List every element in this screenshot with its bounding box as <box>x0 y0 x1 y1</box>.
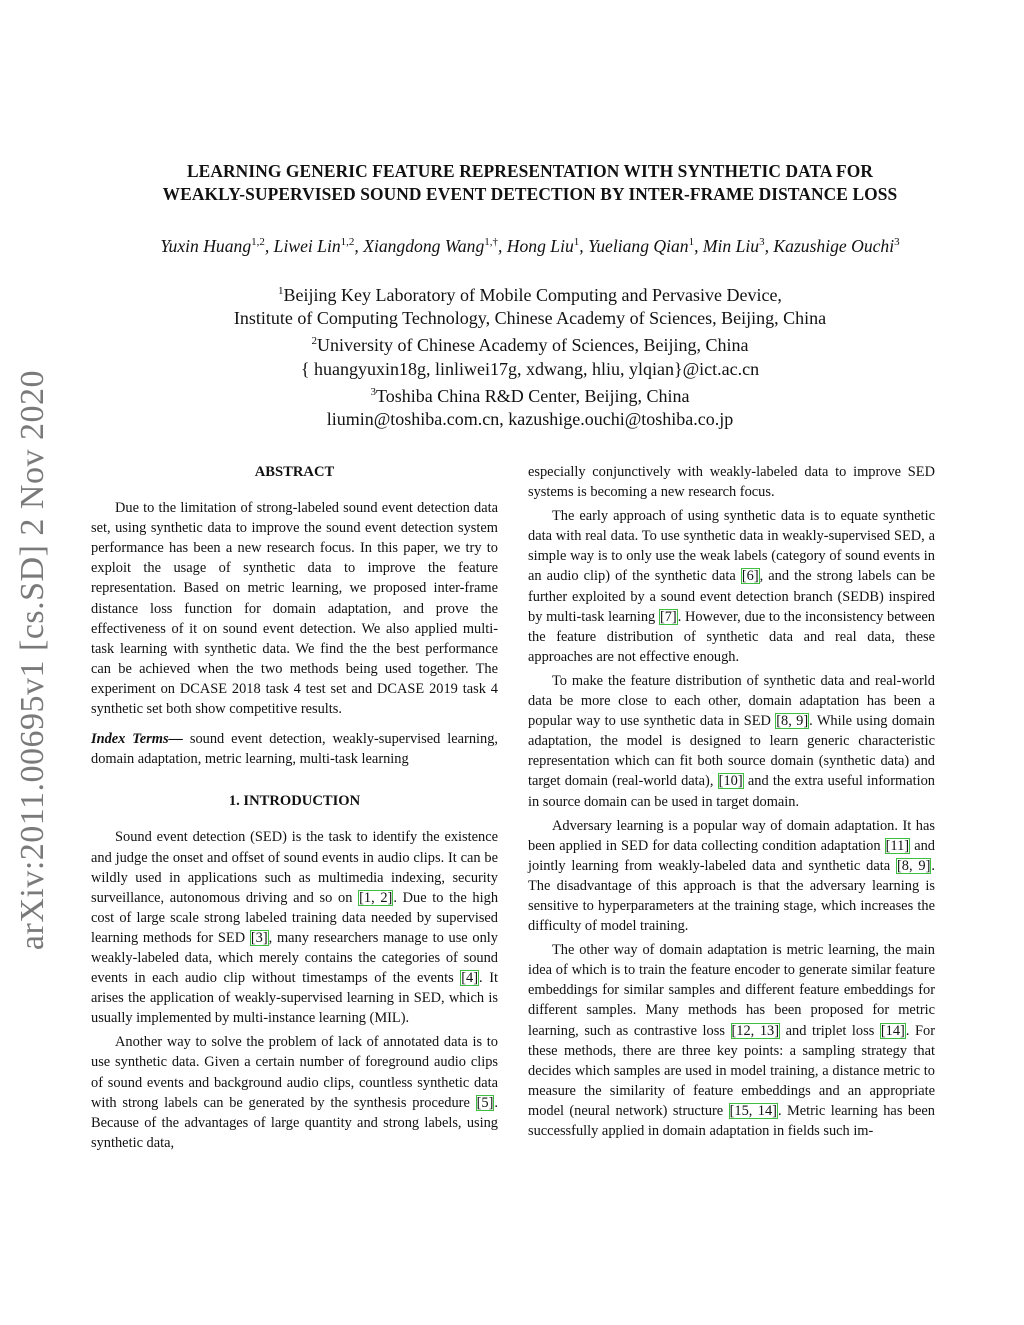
author-list: Yuxin Huang$^{1,2}$, Liwei Lin$^{1,2}$, Xiangdong Wang$^{1,\dagger}$, Hong Liu$^1$, Yueliang Qian$^1$, Min Liu$^3$, Kazushige Ouchi$^3$ <box>160 235 900 256</box>
citation-link[interactable]: [6] <box>741 568 759 585</box>
citation-link[interactable]: [7] <box>659 608 677 625</box>
citation-link[interactable]: [3] <box>250 929 268 946</box>
citation-link[interactable]: [10] <box>718 773 743 790</box>
arxiv-stamp: arXiv:2011.00695v1 [cs.SD] 2 Nov 2020 <box>14 369 51 951</box>
intro-paragraph-2: Another way to solve the problem of lack of annotated data is to use synthetic data. Given a certain number of foreground audio clips of sound events and background audio clips, countless synthetic data with strong labels can be generated by the synthesis procedure [5]. Because of the advantages of large quantity and strong labels, using synthetic data, <box>91 1034 498 1151</box>
author: Liwei Lin$^{1,2}$ <box>273 235 355 256</box>
section-heading-introduction: 1. INTRODUCTION <box>228 793 361 810</box>
citation-link[interactable]: [8, 9] <box>776 713 809 730</box>
affiliation-2: $^2$University of Chinese Academy of Sciences, Beijing, China <box>311 335 749 356</box>
intro-paragraph-4: To make the feature distribution of synthetic data and real-world data be more close to each other, domain adaptation has been a popular way to use synthetic data in SED [8, 9]. While using domain adaptation, the model is designed to learn generic characteristic representation which can fit both source domain (synthetic data) and target domain (real-world data), [10] and the extra useful information in source domain can be used in target domain. <box>528 672 935 810</box>
abstract-heading: ABSTRACT <box>254 464 335 480</box>
affiliation-1: $^1$Beijing Key Laboratory of Mobile Computing and Pervasive Device, <box>278 285 782 305</box>
left-column <box>91 462 498 1157</box>
abstract-text: Due to the limitation of strong-labeled sound event detection data set, using synthetic data to improve the sound event detection system performance has been a new research focus. In this paper, we try to exploit the usage of synthetic data to improve the feature representation. Based on metric learning, we proposed inter-frame distance loss function for domain adaptation, and prove the effectiveness of it on sound event detection. We also applied multi-task learning with synthetic data. We find the the best performance can be achieved when the two methods being used together. The experiment on DCASE 2018 task 4 test set and DCASE 2019 task 4 synthetic set both show competitive results. <box>91 500 498 718</box>
index-terms-label: Index Terms— <box>91 731 183 748</box>
affiliation-3: $^3$Toshiba China R&D Center, Beijing, China <box>370 385 690 406</box>
citation-link[interactable]: [12, 13] <box>731 1022 780 1039</box>
author: Yuxin Huang$^{1,2}$ <box>160 235 265 256</box>
author: Yueliang Qian$^1$ <box>588 235 695 256</box>
index-terms: Index Terms— sound event detection, weakly-supervised learning, domain adaptation, metric learning, multi-task learning <box>91 731 499 768</box>
title-line-1: LEARNING GENERIC FEATURE REPRESENTATION WITH SYNTHETIC DATA FOR <box>186 161 874 181</box>
affiliation-1-institute: Institute of Computing Technology, Chinese Academy of Sciences, Beijing, China <box>233 308 827 329</box>
author: Kazushige Ouchi$^3$ <box>773 235 900 256</box>
intro-paragraph-5: Adversary learning is a popular way of domain adaptation. It has been applied in SED for data collecting condition adaptation [11] and jointly learning from weakly-labeled data and synthetic data [8, 9]. The disadvantage of this approach is that the adversary learning is sensitive to hyperparameters at the training stage, which increases the difficulty of model training. <box>528 817 935 935</box>
citation-link[interactable]: [15, 14] <box>729 1102 777 1119</box>
citation-link[interactable]: [1, 2] <box>359 889 393 906</box>
intro-paragraph-1: Sound event detection (SED) is the task to identify the existence and judge the onset and offset of sound events in audio clips. It can be wildly used in applications such as multimedia indexing, security surveillance, autonomous driving and so on [1, 2]. Due to the high cost of large scale strong labeled training data needed by supervised learning methods for SED [3], many researchers manage to use only weakly-labeled data, which merely contains the categories of sound events in each audio clip without timestamps of the events [4]. It arises the application of weakly-supervised learning in SED, which is usually implemented by multi-instance learning (MIL). <box>91 829 499 1027</box>
right-column <box>528 462 935 1145</box>
intro-paragraph-3: The early approach of using synthetic data is to equate synthetic data with real data. To use synthetic data in weakly-supervised SED, a simple way is to only use the weak labels (category of sound events in an audio clip) of the synthetic data [6], and the strong labels can be further exploited by a sound event detection branch (SEDB) inspired by multi-task learning [7]. However, due to the inconsistency between the feature distribution of synthetic data and real data, these approaches are not effective enough. <box>528 508 936 665</box>
citation-link[interactable]: [8, 9] <box>896 857 931 874</box>
intro-paragraph-6: The other way of domain adaptation is metric learning, the main idea of which is to train the feature encoder to generate similar feature embeddings for similar samples and different feature embeddings for different samples. Many methods has been proposed for metric learning, such as contrastive loss [12, 13] and triplet loss [14]. For these methods, there are three key points: a sampling strategy that decides which samples are used in model training, a distance metric to measure the similarity of feature embeddings and an appropriate model (neural network) structure [15, 14]. Metric learning has been successfully applied in domain adaptation in fields such im- <box>528 942 936 1139</box>
title-line-2: WEAKLY-SUPERVISED SOUND EVENT DETECTION BY INTER-FRAME DISTANCE LOSS <box>162 184 898 204</box>
citation-link[interactable]: [11] <box>885 837 910 854</box>
author: Hong Liu$^1$ <box>506 235 580 256</box>
citation-link[interactable]: [14] <box>880 1022 905 1039</box>
author: Xiangdong Wang$^{1,\dagger}$ <box>363 235 498 256</box>
email-toshiba: liumin@toshiba.com.cn, kazushige.ouchi@toshiba.co.jp <box>326 409 734 430</box>
author: Min Liu$^3$ <box>702 235 765 256</box>
affiliations <box>150 280 910 431</box>
paper-title <box>70 160 990 206</box>
citation-link[interactable]: [4] <box>461 970 479 987</box>
intro-paragraph-2-cont: especially conjunctively with weakly-labeled data to improve SED systems is becoming a new research focus. <box>528 464 935 501</box>
citation-link[interactable]: [5] <box>476 1094 494 1111</box>
email-ict: { huangyuxin18g, linliwei17g, xdwang, hliu, ylqian}@ict.ac.cn <box>300 358 760 379</box>
